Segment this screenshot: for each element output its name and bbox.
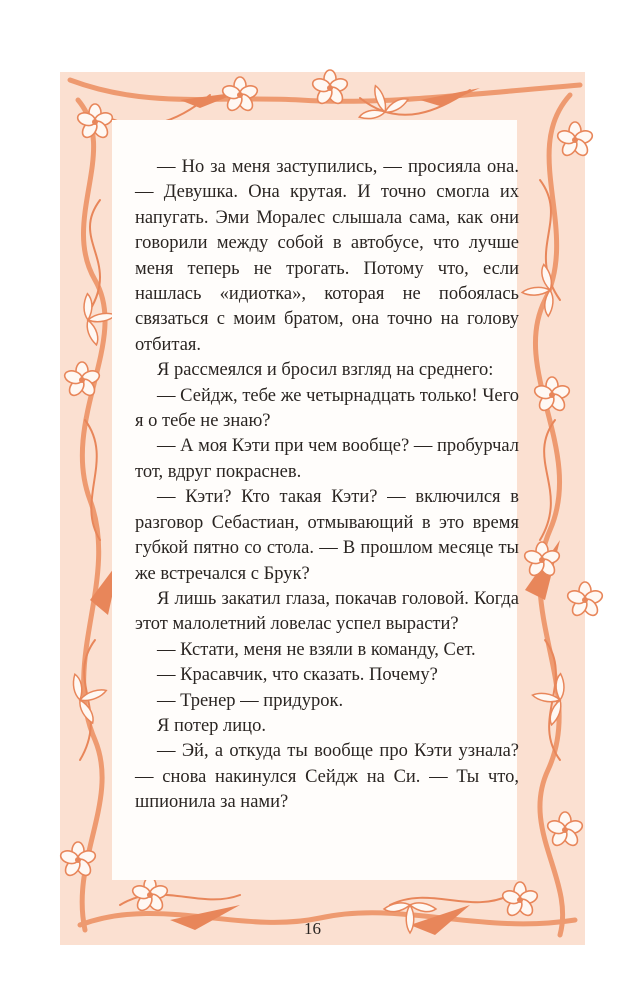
paragraph: Я рассмеялся и бросил взгляд на среднего: (157, 360, 494, 381)
paragraph: — Эй, а откуда ты вообще про Кэти узнала? — снова накинулся Сейдж на Си. — Ты что, шпионила за нами? (135, 741, 519, 813)
paragraph: Я потер лицо. (157, 715, 266, 736)
paragraph: — Кстати, меня не взяли в команду, Сет. (157, 639, 476, 660)
paragraph: Я лишь закатил глаза, покачав головой. Когда этот малолетний ловелас успел вырасти? (135, 588, 519, 635)
paragraph: — Кэти? Кто такая Кэти? — включился в разговор Себастиан, отмывающий в это время губкой пятно со стола. — В прошлом месяце ты же встречался с Брук? (135, 487, 519, 584)
paragraph: — Красавчик, что сказать. Почему? (157, 665, 438, 686)
paragraph: — Но за меня заступились, — просияла она. — Девушка. Она крутая. И точно смогла их напугать. Эми Моралес слышала сама, как они говорили между собой в автобусе, что лучше меня теперь не трогать. Потому что, если нашлась «идиотка», которая не побоялась связаться с моим братом, она точно на голову отбитая. (135, 157, 519, 355)
paragraph: — Тренер — придурок. (157, 690, 344, 711)
paragraph: — Сейдж, тебе же четырнадцать только! Чего я о тебе не знаю? (135, 385, 519, 432)
body-text (135, 155, 519, 816)
paragraph: — А моя Кэти при чем вообще? — пробурчал тот, вдруг покраснев. (135, 436, 520, 482)
page-number: 16 (304, 919, 321, 938)
